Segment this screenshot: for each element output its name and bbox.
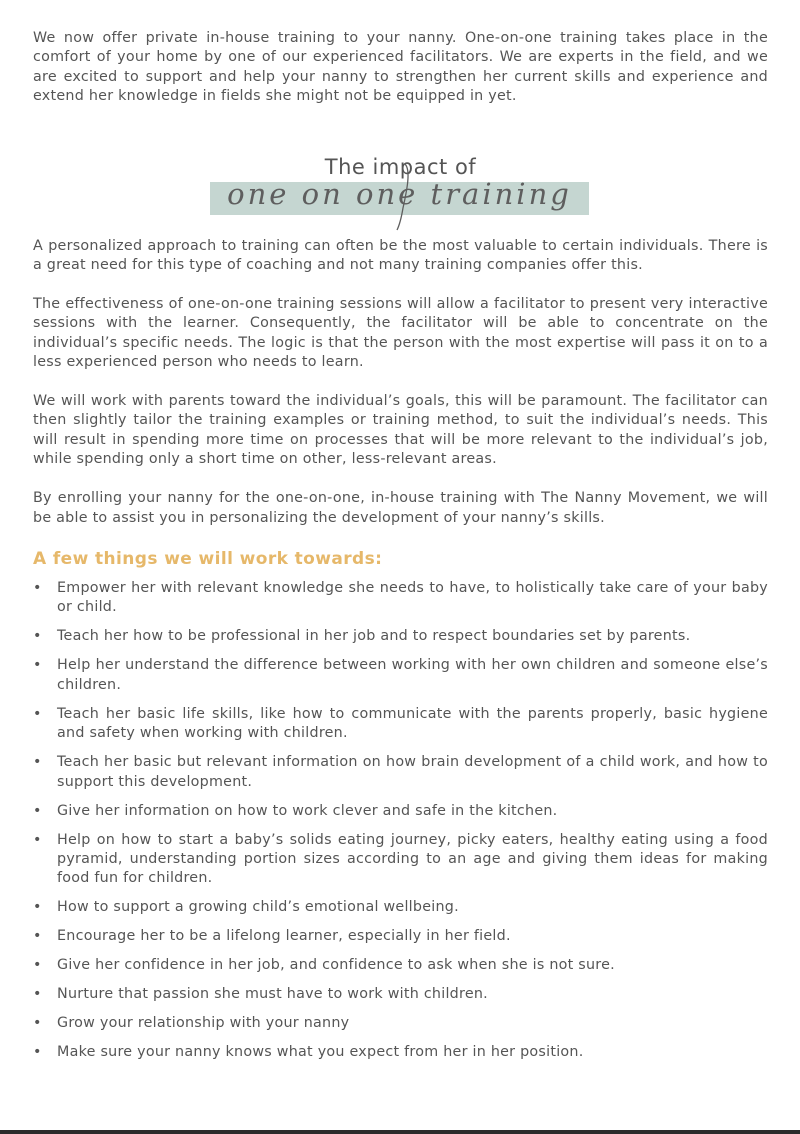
section-title: A few things we will work towards:	[33, 549, 383, 569]
body-paragraph: A personalized approach to training can often be the most valuable to certain individuals. There is a great need for this type of coaching and not many training companies offer this.	[33, 237, 768, 274]
bullet-icon: •	[33, 657, 42, 674]
list-item-text: Help on how to start a baby’s solids eating journey, picky eaters, healthy eating using a food pyramid, understanding portion sizes according to an age and giving them ideas for making food fun for children.	[57, 831, 768, 887]
list-item	[33, 753, 768, 792]
list-item	[33, 705, 768, 744]
list-item-text: Help her understand the difference between working with her own children and someone else’s children.	[57, 657, 768, 693]
list-item-text: Nurture that passion she must have to work with children.	[57, 986, 488, 1003]
bullet-icon: •	[33, 831, 42, 848]
list-item	[33, 831, 768, 889]
list-item-text: Encourage her to be a lifelong learner, especially in her field.	[57, 928, 511, 945]
bullet-icon: •	[33, 754, 42, 771]
body-paragraph: We will work with parents toward the individual’s goals, this will be paramount. The facilitator can then slightly tailor the training examples or training method, to suit the individual’s needs. This will result in spending more time on processes that will be more relevant to the individual’s job, while spending only a short time on other, less-relevant areas.	[33, 393, 768, 468]
list-item	[33, 956, 768, 975]
bullet-icon: •	[33, 928, 42, 945]
list-item	[33, 627, 768, 646]
intro-paragraph: We now offer private in-house training to your nanny. One-on-one training takes place in the comfort of your home by one of our experienced facilitators. We are experts in the field, and we are excited to support and help your nanny to strengthen her current skills and experience and extend her knowledge in fields she might not be equipped in yet.	[33, 30, 768, 105]
bullet-icon: •	[33, 899, 42, 916]
list-item-text: Teach her basic life skills, like how to communicate with the parents properly, basic hygiene and safety when working with children.	[57, 705, 768, 742]
list-item	[33, 985, 768, 1004]
bullet-icon: •	[33, 705, 42, 722]
list-item-text: Grow your relationship with your nanny	[57, 1015, 350, 1032]
list-item	[33, 927, 768, 946]
list-item-text: How to support a growing child’s emotional wellbeing.	[57, 899, 459, 916]
bullet-icon: •	[33, 1015, 42, 1032]
list-item-text: Empower her with relevant knowledge she needs to have, to holistically take care of your baby or child.	[57, 580, 768, 616]
list-item	[33, 802, 768, 821]
list-item-text: Make sure your nanny knows what you expect from her in her position.	[57, 1044, 584, 1061]
list-item	[33, 656, 768, 695]
bullet-icon: •	[33, 957, 42, 974]
heading-script-text: one on one training	[227, 176, 572, 211]
bullet-icon: •	[33, 986, 42, 1003]
heading-top-line: The impact of	[324, 154, 477, 179]
list-item	[33, 898, 768, 917]
list-item	[33, 1043, 768, 1062]
goals-list	[33, 579, 768, 1063]
list-item-text: Teach her basic but relevant information on how brain development of a child work, and how to support this development.	[57, 754, 768, 790]
body-paragraph: The effectiveness of one-on-one training sessions will allow a facilitator to present very interactive sessions with the learner. Consequently, the facilitator will be able to concentrate on the individual’s specific needs. The logic is that the person with the most expertise will pass it on to a less experienced person who needs to learn.	[33, 295, 768, 371]
list-item	[33, 1014, 768, 1033]
body-paragraph: By enrolling your nanny for the one-on-one, in-house training with The Nanny Movement, we will be able to assist you in personalizing the development of your nanny’s skills.	[33, 490, 768, 526]
bullet-icon: •	[33, 628, 42, 645]
footer-bar	[0, 1130, 800, 1134]
list-item-text: Give her confidence in her job, and confidence to ask when she is not sure.	[57, 957, 615, 974]
bullet-icon: •	[33, 1044, 42, 1061]
list-item-text: Teach her how to be professional in her job and to respect boundaries set by parents.	[57, 628, 691, 645]
bullet-icon: •	[33, 802, 42, 819]
script-flourish-icon	[393, 160, 433, 235]
list-item-text: Give her information on how to work clever and safe in the kitchen.	[57, 802, 558, 819]
list-item	[33, 579, 768, 618]
section-heading	[33, 155, 768, 237]
document-page	[33, 29, 768, 1072]
bullet-icon: •	[33, 580, 42, 596]
